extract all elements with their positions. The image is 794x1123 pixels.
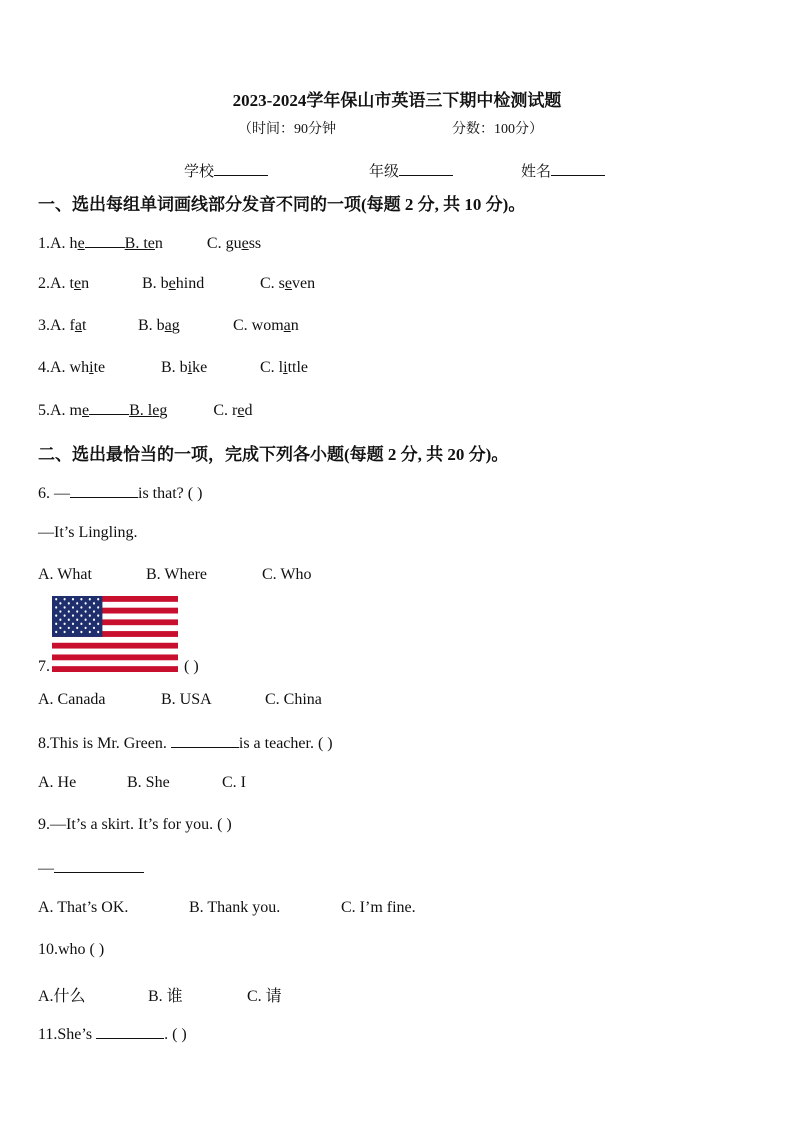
name-label: 姓名 [521,164,552,180]
question-9: 9.—It’s a skirt. It’s for you. ( ) [38,816,232,833]
flag-star [80,614,82,616]
flag-star [64,623,66,625]
question-8-option-b[interactable]: B. She [127,774,170,791]
answer-blank[interactable] [96,1024,164,1039]
question-10-option-b[interactable]: B. 谁 [148,988,183,1005]
flag-stripe [52,654,178,660]
grade-field[interactable] [369,160,453,181]
school-blank[interactable] [214,161,268,176]
flag-star [55,598,57,600]
flag-star [72,623,74,625]
answer-blank[interactable] [171,733,239,748]
question-6-reply: —It’s Lingling. [38,524,138,541]
flag-stripe [52,666,178,672]
flag-star [89,598,91,600]
flag-star [93,610,95,612]
question-6-option-c[interactable]: C. Who [262,566,312,583]
flag-stripe [52,637,178,643]
flag-stripe [52,649,178,655]
flag-star [80,623,82,625]
flag-star [85,610,87,612]
flag-star [68,627,70,629]
section-2-heading: 二、选出最恰当的一项，完成下列各小题(每题 2 分, 共 20 分)。 [38,445,509,464]
flag-star [89,614,91,616]
flag-star [80,631,82,633]
question-6: 6. — is that? ( ) [38,485,203,502]
question-8-option-a[interactable]: A. He [38,774,77,791]
question-3: 3.A. fat [38,317,87,334]
flag-star [89,631,91,633]
question-7-option-c[interactable]: C. China [265,691,322,708]
flag-star [97,598,99,600]
flag-canton [52,596,102,637]
flag-star [97,614,99,616]
answer-blank[interactable] [54,858,144,873]
question-2-option-c: C. seven [260,275,316,292]
flag-star [55,606,57,608]
page-title: 2023-2024学年保山市英语三下期中检测试题 [232,91,562,110]
flag-star [85,627,87,629]
question-7-paren: ( ) [184,658,199,675]
flag-star [59,619,61,621]
question-9-option-c[interactable]: C. I’m fine. [341,899,416,916]
flag-star [55,614,57,616]
question-6-option-a[interactable]: A. What [38,566,92,583]
flag-star [89,623,91,625]
school-label: 学校 [184,164,215,180]
flag-star [80,606,82,608]
name-blank[interactable] [551,161,605,176]
grade-label: 年级 [369,164,400,180]
question-4: 4.A. white [38,359,106,376]
flag-star [97,623,99,625]
flag-star [68,602,70,604]
flag-star [93,602,95,604]
question-2-option-b: B. behind [142,275,205,292]
question-9-option-b[interactable]: B. Thank you. [189,899,281,916]
flag-star [76,619,78,621]
question-7-option-a[interactable]: A. Canada [38,691,106,708]
question-10: 10.who ( ) [38,941,105,958]
grade-blank[interactable] [399,161,453,176]
flag-star [76,627,78,629]
flag-star [76,610,78,612]
flag-star [55,623,57,625]
flag-star [72,631,74,633]
flag-star [85,619,87,621]
flag-star [85,602,87,604]
question-7-number: 7. [38,658,50,675]
exam-score: 分数：100分） [452,122,543,137]
flag-star [97,631,99,633]
question-10-option-a[interactable]: A.什么 [38,988,86,1005]
flag-star [64,631,66,633]
question-2: 2.A. ten [38,275,90,292]
flag-star [93,619,95,621]
question-10-option-c[interactable]: C. 请 [247,988,282,1005]
flag-star [68,619,70,621]
flag-star [59,602,61,604]
flag-star [64,598,66,600]
usa-flag-image [52,596,178,672]
flag-stripe [52,660,178,666]
flag-star [72,606,74,608]
answer-blank[interactable] [70,483,138,498]
flag-star [68,610,70,612]
flag-star [72,614,74,616]
question-4-option-b: B. bike [161,359,208,376]
exam-time: （时间：90分钟 [238,122,336,137]
question-11: 11.She’s . ( ) [38,1026,187,1043]
question-3-option-c: C. woman [233,317,299,334]
question-6-option-b[interactable]: B. Where [146,566,208,583]
flag-star [72,598,74,600]
flag-stripe [52,643,178,649]
flag-star [64,614,66,616]
flag-star [89,606,91,608]
question-8: 8.This is Mr. Green. is a teacher. ( ) [38,735,333,752]
question-5: 5.A. me B. leg C. red [38,402,253,419]
flag-star [59,627,61,629]
flag-star [64,606,66,608]
question-8-option-c[interactable]: C. I [222,774,246,791]
name-field[interactable] [521,160,605,181]
flag-star [97,606,99,608]
flag-star [59,610,61,612]
question-1: 1.A. he B. ten C. guess [38,235,262,252]
question-7-option-b[interactable]: B. USA [161,691,212,708]
flag-star [93,627,95,629]
question-9-option-a[interactable]: A. That’s OK. [38,899,129,916]
school-field[interactable] [184,160,268,181]
question-9-reply: — [38,858,144,878]
section-1-heading: 一、选出每组单词画线部分发音不同的一项(每题 2 分, 共 10 分)。 [38,195,526,214]
flag-star [76,602,78,604]
flag-star [80,598,82,600]
flag-star [55,631,57,633]
question-3-option-b: B. bag [138,317,180,334]
question-4-option-c: C. little [260,359,309,376]
